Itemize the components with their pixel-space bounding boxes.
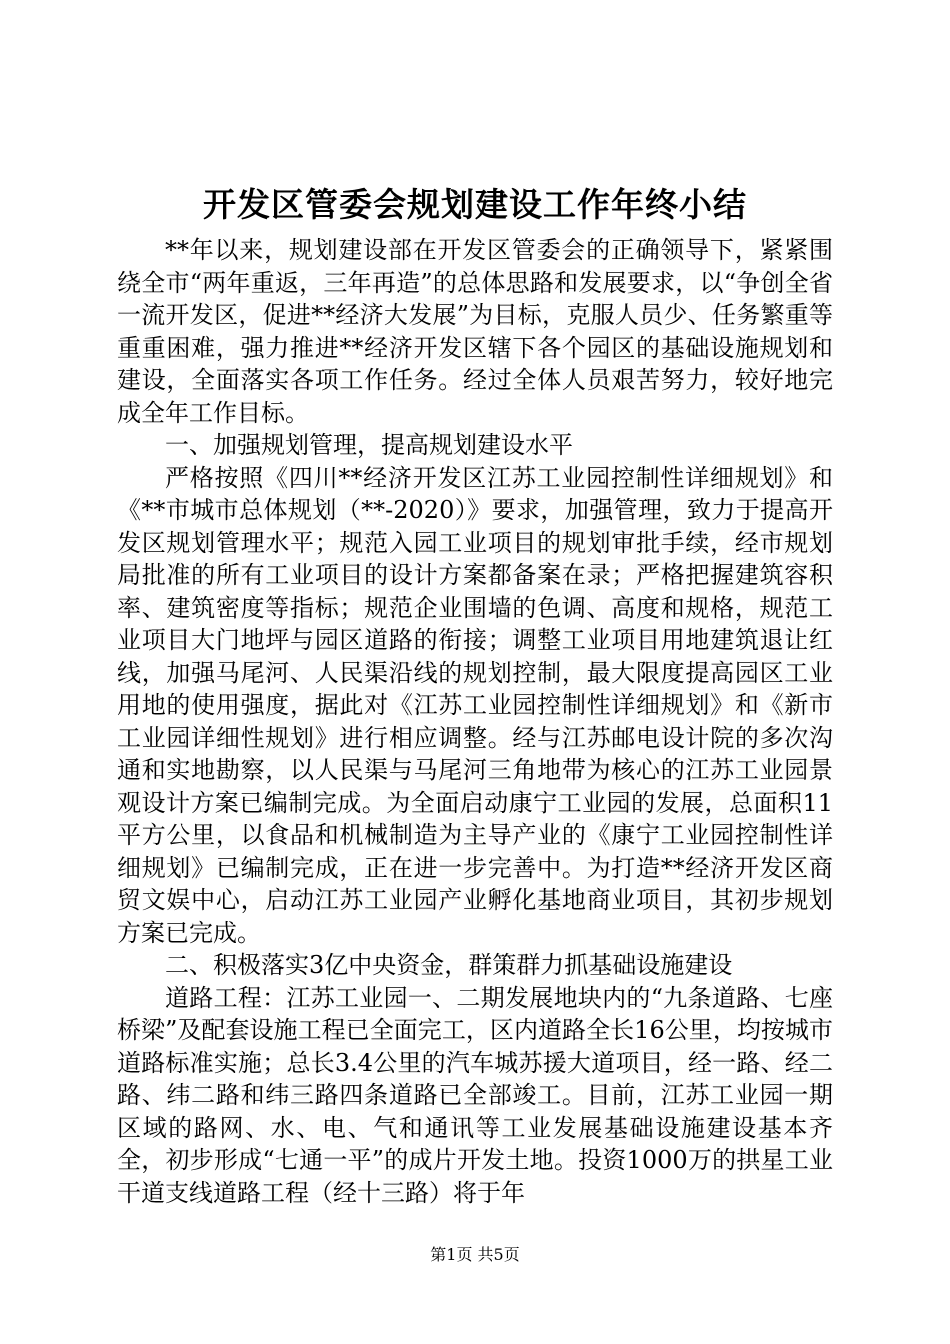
- section-heading-2: 二、积极落实3亿中央资金，群策群力抓基础设施建设: [165, 951, 733, 979]
- document-body: [117, 234, 833, 1209]
- section-heading-1: 一、加强规划管理，提高规划建设水平: [165, 431, 573, 459]
- document-title: 开发区管委会规划建设工作年终小结: [203, 185, 747, 224]
- intro-paragraph: **年以来，规划建设部在开发区管委会的正确领导下，紧紧围绕全市“两年重返，三年再造”的总体思路和发展要求，以“争创全省一流开发区，促进**经济大发展”为目标，克服人员少、任务繁重等重重困难，强力推进**经济开发区辖下各个园区的基础设施规划和建设，全面落实各项工作任务。经过全体人员艰苦努力，较好地完成全年工作目标。: [117, 236, 833, 427]
- section-1-paragraph: 严格按照《四川**经济开发区江苏工业园控制性详细规划》和《**市城市总体规划（**-2020）》要求，加强管理，致力于提高开发区规划管理水平；规范入园工业项目的规划审批手续，经市规划局批准的所有工业项目的设计方案都备案在录；严格把握建筑容积率、建筑密度等指标；规范企业围墙的色调、高度和规格，规范工业项目大门地坪与园区道路的衔接；调整工业项目用地建筑退让红线，加强马尾河、人民渠沿线的规划控制，最大限度提高园区工业用地的使用强度，据此对《江苏工业园控制性详细规划》和《新市工业园详细性规划》进行相应调整。经与江苏邮电设计院的多次沟通和实地勘察，以人民渠与马尾河三角地带为核心的江苏工业园景观设计方案已编制完成。为全面启动康宁工业园的发展，总面积11平方公里，以食品和机械制造为主导产业的《康宁工业园控制性详细规划》已编制完成，正在进一步完善中。为打造**经济开发区商贸文娱中心，启动江苏工业园产业孵化基地商业项目，其初步规划方案已完成。: [117, 463, 833, 947]
- page-footer: 第1页 共5页: [430, 1245, 520, 1264]
- section-2-paragraph: 道路工程：江苏工业园一、二期发展地块内的“九条道路、七座桥梁”及配套设施工程已全面完工，区内道路全长16公里，均按城市道路标准实施；总长3.4公里的汽车城苏援大道项目，经一路、经二路、纬二路和纬三路四条道路已全部竣工。目前，江苏工业园一期区域的路网、水、电、气和通讯等工业发展基础设施建设基本齐全，初步形成“七通一平”的成片开发土地。投资1000万的拱星工业干道支线道路工程（经十三路）将于年: [117, 983, 833, 1207]
